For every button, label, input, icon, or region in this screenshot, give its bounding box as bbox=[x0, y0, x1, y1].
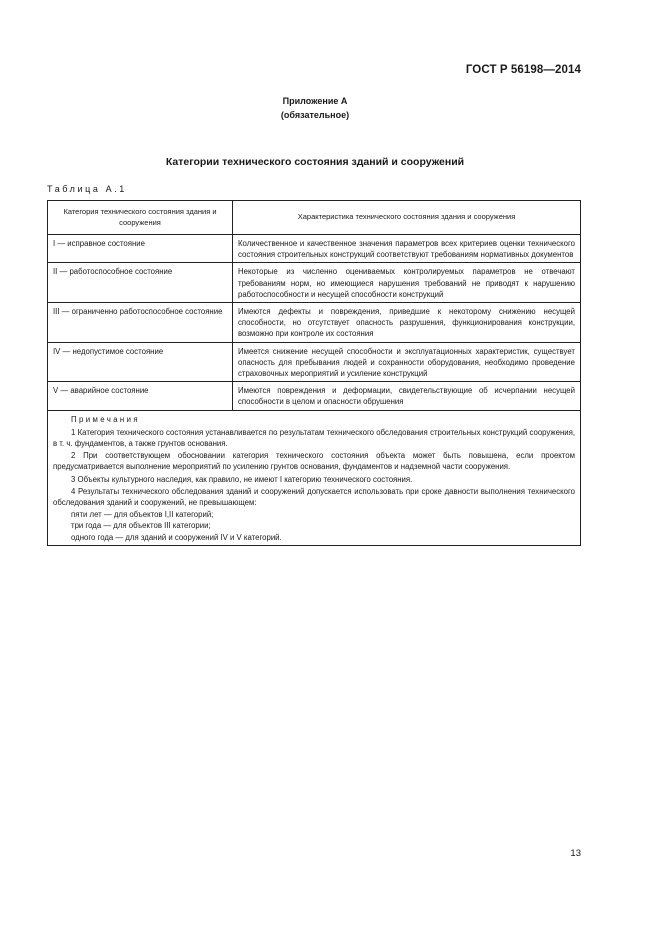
table-row bbox=[48, 263, 581, 303]
table-row bbox=[48, 303, 581, 343]
category-cell: IV — недопустимое состояние bbox=[48, 342, 233, 382]
note-item: 4 Результаты технического обследования зданий и сооружений допускается использовать при сроке давности выполнения технического обследования зданий и сооружений, не превышающем: bbox=[53, 486, 575, 508]
category-cell: III — ограниченно работоспособное состояние bbox=[48, 303, 233, 343]
table-row bbox=[48, 235, 581, 263]
document-code: ГОСТ Р 56198—2014 bbox=[465, 64, 581, 76]
categories-table bbox=[47, 200, 581, 546]
page-number: 13 bbox=[570, 848, 581, 859]
appendix-heading bbox=[0, 94, 630, 122]
category-cell: II — работоспособное состояние bbox=[48, 263, 233, 303]
appendix-status: (обязательное) bbox=[280, 110, 350, 120]
document-title: Категории технического состояния зданий и сооружений bbox=[165, 156, 465, 168]
note-item: 1 Категория технического состояния устанавливается по результатам технического обследования строительных конструкций сооружения, в т. ч. фундаментов, а также грунтов основания. bbox=[53, 427, 575, 449]
note-sub-item: пяти лет — для объектов I,II категорий; bbox=[71, 510, 214, 520]
appendix-title: Приложение А bbox=[282, 96, 348, 106]
notes-title: Примечания bbox=[71, 414, 141, 424]
category-cell: V — аварийное состояние bbox=[48, 382, 233, 410]
description-cell: Имеются повреждения и деформации, свидетельствующие об исчерпании несущей способности в целом и опасности обрушения bbox=[233, 382, 581, 410]
description-cell: Имеются дефекты и повреждения, приведшие к некоторому снижению несущей способности, но отсутствует опасность разрушения, функционирования конструкции, возможно при контроле их состояния bbox=[233, 303, 581, 343]
note-sub-item: три года — для объектов III категории; bbox=[71, 521, 211, 531]
category-cell: I — исправное состояние bbox=[48, 235, 233, 263]
note-sub-item: одного года — для зданий и сооружений IV и V категорий. bbox=[71, 532, 282, 542]
table-header-row bbox=[48, 201, 581, 235]
header-category: Категория технического состояния здания и сооружения bbox=[48, 201, 233, 235]
description-cell: Количественное и качественное значения параметров всех критериев оценки технического состояния строительных конструкций соответствуют требованиям нормативных документов bbox=[233, 235, 581, 263]
notes-cell bbox=[48, 410, 581, 545]
note-item: 3 Объекты культурного наследия, как правило, не имеют I категорию технического состояния. bbox=[71, 474, 413, 484]
header-characteristic: Характеристика технического состояния здания и сооружения bbox=[233, 201, 581, 235]
notes-row bbox=[48, 410, 581, 545]
table-label: Таблица А.1 bbox=[47, 184, 127, 194]
description-cell: Некоторые из численно оцениваемых контролируемых параметров не отвечают требованиям норм, но имеющиеся нарушения требований не приводят к нарушению работоспособности и несущей способности конструкций bbox=[233, 263, 581, 303]
note-item: 2 При соответствующем обосновании категория технического состояния объекта может быть повышена, если проектом предусматривается выполнение мероприятий по усилению грунтов основания, фундаментов и надземной части сооружения. bbox=[53, 451, 575, 472]
table-row bbox=[48, 382, 581, 410]
table-row bbox=[48, 342, 581, 382]
description-cell: Имеется снижение несущей способности и эксплуатационных характеристик, существует опасность для пребывания людей и сохранности оборудования, необходимо проведение страховочных мероприятий и усиление конструкций bbox=[233, 342, 581, 382]
